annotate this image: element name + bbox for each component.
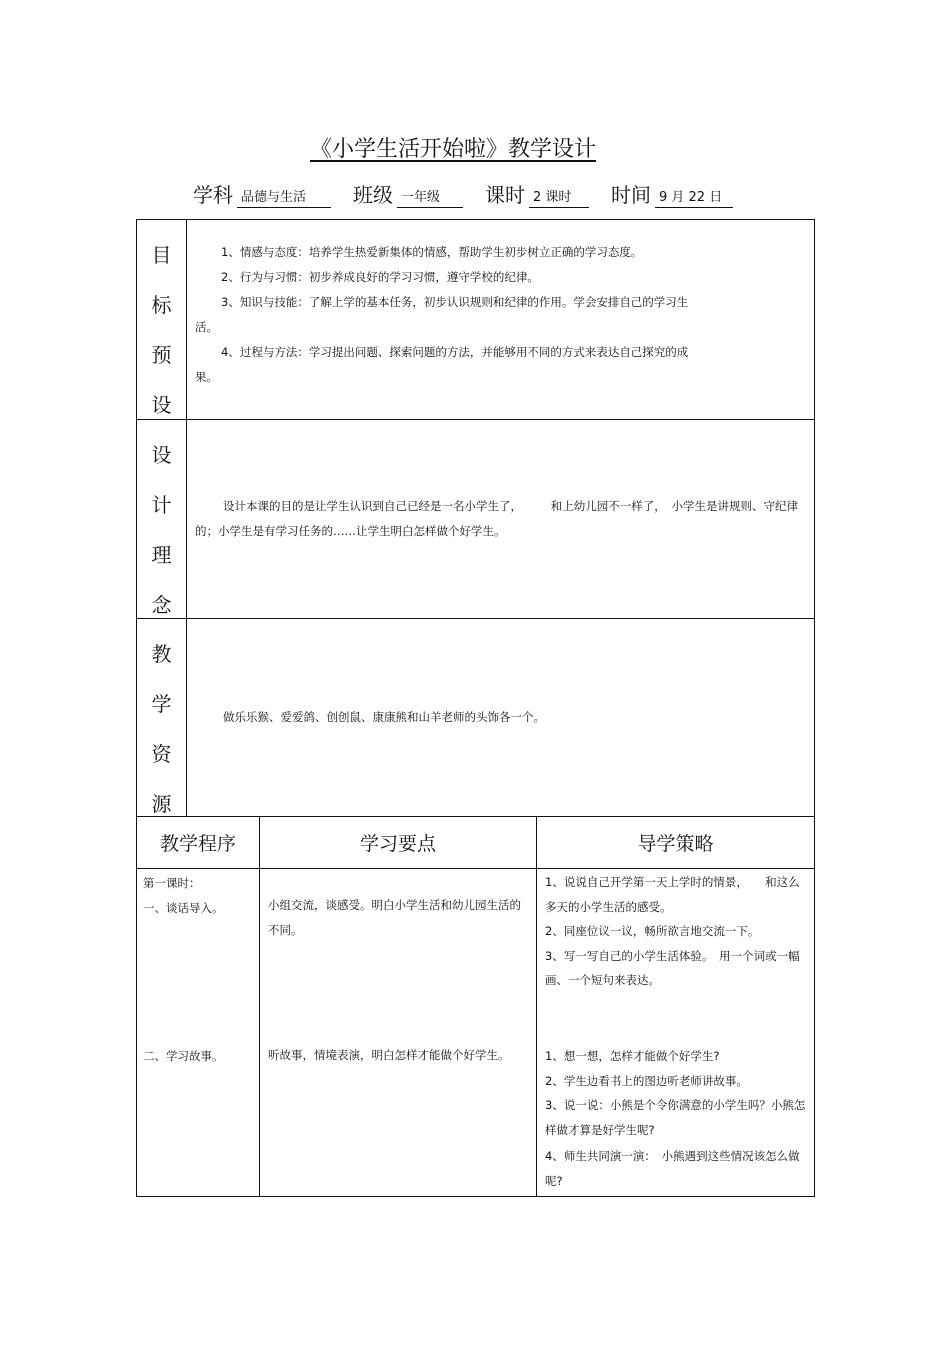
rationale-body xyxy=(187,420,814,618)
step-1: 一、谈话导入。 xyxy=(143,900,224,915)
strategy-item: 2、学生边看书上的图边听老师讲故事。 xyxy=(545,1073,748,1088)
goal-item-cont: 果。 xyxy=(195,370,218,384)
subject-value: 品德与生活 xyxy=(237,186,331,208)
resources-side-label: 教 学 资 源 xyxy=(137,619,187,816)
rationale-section xyxy=(137,420,814,619)
procedure-header-row xyxy=(137,817,814,869)
goals-side-label: 目 标 预 设 xyxy=(137,220,187,419)
header-procedure: 教学程序 xyxy=(137,817,260,868)
meta-row xyxy=(193,178,755,208)
resources-section xyxy=(137,619,814,817)
time-value: 9 月 22 日 xyxy=(655,186,733,208)
header-strategy: 导学策略 xyxy=(637,833,714,855)
strategy-item: 1、想一想，怎样才能做个好学生? xyxy=(545,1049,720,1063)
goal-item: 4、过程与方法：学习提出问题、探索问题的方法，并能够用不同的方式来表达自己探究的成 xyxy=(221,345,689,359)
strategy-group-2 xyxy=(537,1044,814,1193)
subject-label: 学科 xyxy=(193,183,233,207)
step-2: 二、学习故事。 xyxy=(143,1049,224,1063)
point-2: 听故事，情境表演，明白怎样才能做个好学生。 xyxy=(268,1048,510,1062)
strategy-group-1 xyxy=(537,870,814,993)
strategy-item: 1、说说自己开学第一天上学时的情景， 和这么多天的小学生活的感受。 xyxy=(545,875,800,914)
key-points-column xyxy=(260,869,537,1196)
hours-value: 2 课时 xyxy=(529,186,589,208)
strategy-column xyxy=(537,869,814,1196)
class-label: 班级 xyxy=(353,183,393,207)
goal-item-cont: 活。 xyxy=(195,320,218,334)
rationale-side-label: 设 计 理 念 xyxy=(137,420,187,618)
rationale-text: 设计本课的目的是让学生认识到自己已经是一名小学生了， 和上幼儿园不一样了， 小学生是讲规则、守纪律的；小学生是有学习任务的……让学生明白怎样做个好学生。 xyxy=(195,499,798,538)
lesson-plan-table xyxy=(136,219,815,1197)
class-value: 一年级 xyxy=(397,186,463,208)
strategy-item: 2、同座位议一议，畅所欲言地交流一下。 xyxy=(545,924,760,938)
header-key-points: 学习要点 xyxy=(260,817,537,868)
hours-label: 课时 xyxy=(485,183,525,207)
goal-item: 1、情感与态度：培养学生热爱新集体的情感，帮助学生初步树立正确的学习态度。 xyxy=(221,245,643,259)
strategy-item: 3、说一说：小熊是个令你满意的小学生吗？小熊怎样做才算是好学生呢? xyxy=(545,1098,806,1137)
page-title: 《小学生活开始啦》教学设计 xyxy=(310,137,597,162)
procedure-body-row xyxy=(137,869,814,1196)
goals-body xyxy=(187,220,814,419)
strategy-item: 4、师生共同演一演： 小熊遇到这些情况该怎么做呢? xyxy=(545,1149,800,1188)
strategy-item: 3、写一写自己的小学生活体验。 用一个词或一幅画、一个短句来表达。 xyxy=(545,948,800,987)
lesson-label: 第一课时： xyxy=(143,876,201,890)
resources-text: 做乐乐猴、爱爱鸽、创创鼠、康康熊和山羊老师的头饰各一个。 xyxy=(223,710,545,724)
procedure-column xyxy=(137,869,260,1196)
goals-section xyxy=(137,220,814,420)
goal-item: 2、行为与习惯：初步养成良好的学习习惯，遵守学校的纪律。 xyxy=(221,270,539,284)
time-label: 时间 xyxy=(611,183,651,207)
point-1: 小组交流，谈感受。明白小学生活和幼儿园生活的不同。 xyxy=(268,898,521,937)
resources-body xyxy=(187,619,814,816)
goal-item: 3、知识与技能：了解上学的基本任务，初步认识规则和纪律的作用。学会安排自己的学习生 xyxy=(221,295,689,309)
